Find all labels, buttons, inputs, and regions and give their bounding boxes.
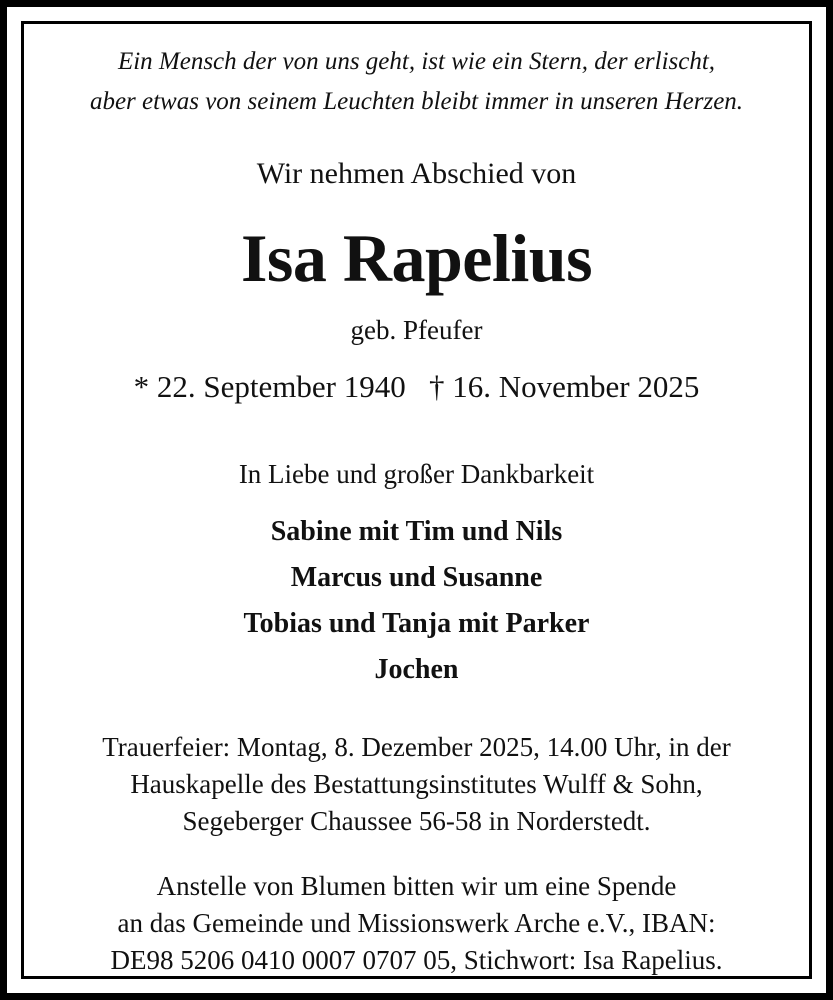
maiden-name: geb. Pfeufer: [350, 315, 483, 345]
family-member-line: Tobias und Tanja mit Parker: [243, 608, 590, 639]
family-member-line: Marcus und Susanne: [290, 562, 543, 593]
funeral-info-line: Hauskapelle des Bestattungsinstitutes Wulff & Sohn,: [130, 769, 703, 799]
thanks-text: In Liebe und großer Dankbarkeit: [238, 459, 595, 489]
funeral-info-line: Segeberger Chaussee 56-58 in Norderstedt.: [182, 806, 651, 836]
family-member-line: Sabine mit Tim und Nils: [270, 516, 563, 547]
deceased-name: Isa Rapelius: [240, 220, 593, 296]
quote-line-2: aber etwas von seinem Leuchten bleibt immer in unseren Herzen.: [89, 88, 744, 115]
funeral-info-line: Trauerfeier: Montag, 8. Dezember 2025, 14.00 Uhr, in der: [102, 732, 731, 762]
family-member-line: Jochen: [374, 654, 459, 685]
quote-line-1: Ein Mensch der von uns geht, ist wie ein Stern, der erlischt,: [117, 48, 716, 75]
obituary-notice: [7, 7, 826, 993]
donation-info-line: DE98 5206 0410 0007 0707 05, Stichwort: Isa Rapelius.: [110, 945, 723, 975]
donation-info-line: Anstelle von Blumen bitten wir um eine Spende: [156, 871, 677, 901]
life-dates: * 22. September 1940 † 16. November 2025: [133, 369, 700, 404]
donation-info-line: an das Gemeinde und Missionswerk Arche e.V., IBAN:: [117, 908, 716, 938]
intro-text: Wir nehmen Abschied von: [256, 157, 577, 190]
